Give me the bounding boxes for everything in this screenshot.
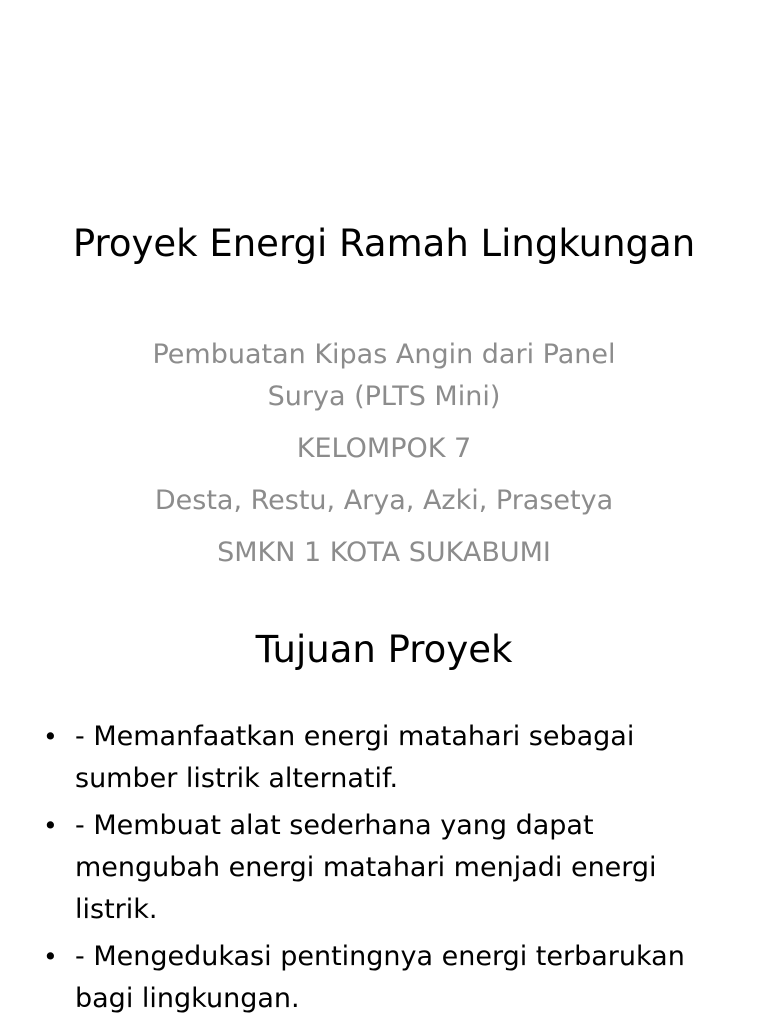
list-item	[40, 805, 730, 931]
subtitle-line-group: KELOMPOK 7	[296, 433, 472, 464]
subtitle-line-school: SMKN 1 KOTA SUKABUMI	[217, 537, 551, 568]
bullet-icon: •	[43, 942, 58, 971]
subtitle-line-project: Pembuatan Kipas Angin dari Panel Surya (PLTS Mini)	[152, 339, 616, 412]
slide-2	[0, 578, 768, 1024]
bullet-text: - Membuat alat sederhana yang dapat mengubah energi matahari menjadi energi listrik.	[75, 810, 657, 925]
bullet-icon: •	[43, 811, 58, 840]
list-item	[40, 936, 730, 1020]
slide-1-title: Proyek Energi Ramah Lingkungan	[72, 222, 696, 265]
bullet-text: - Memanfaatkan energi matahari sebagai sumber listrik alternatif.	[75, 721, 635, 794]
list-item	[40, 716, 730, 800]
slide-2-title: Tujuan Proyek	[255, 628, 513, 671]
subtitle-line-members: Desta, Restu, Arya, Azki, Prasetya	[154, 485, 614, 516]
goals-list	[40, 716, 730, 1025]
bullet-icon: •	[43, 722, 58, 751]
bullet-text: - Mengedukasi pentingnya energi terbarukan bagi lingkungan.	[75, 941, 685, 1014]
